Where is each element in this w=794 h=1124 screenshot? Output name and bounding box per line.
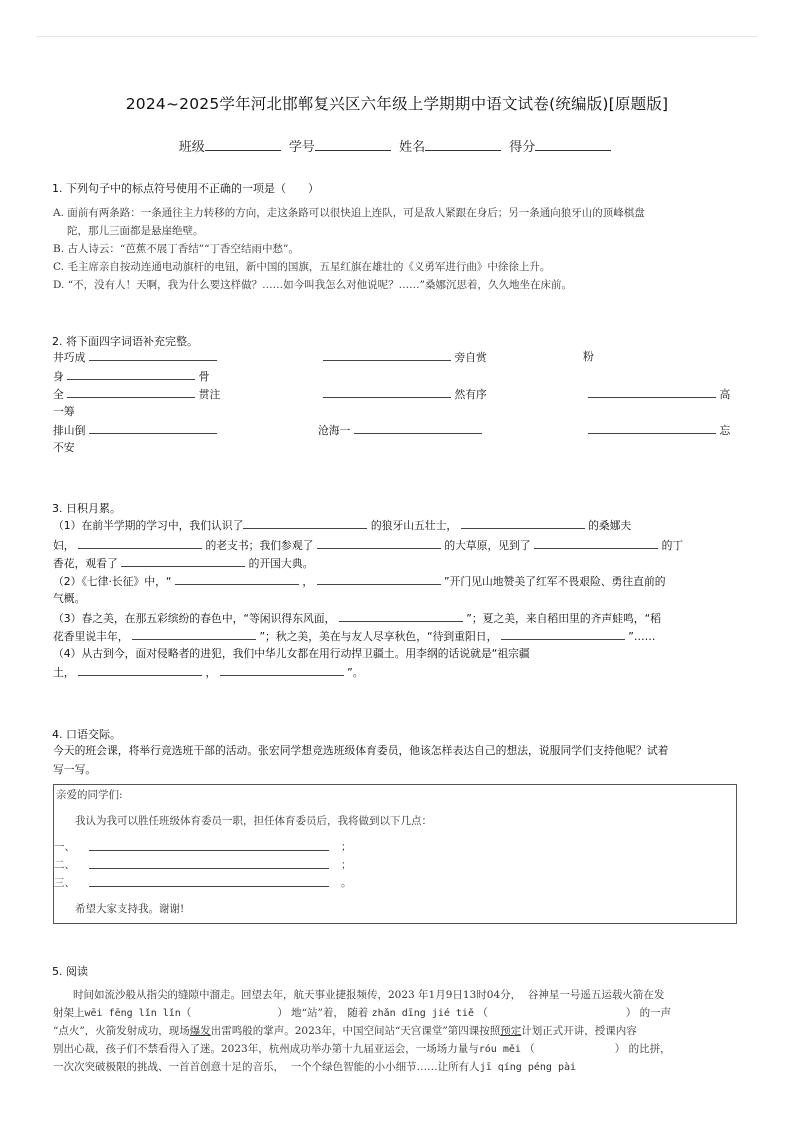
- q3-blank[interactable]: [339, 611, 463, 622]
- greeting: 亲爱的同学们:: [56, 789, 123, 801]
- q2-blank[interactable]: [67, 387, 195, 398]
- q2-blank[interactable]: [89, 423, 217, 434]
- q3-blank[interactable]: [78, 665, 202, 676]
- passage-line: “点火”，火箭发射成功，现场爆发出雷鸣般的掌声。2023年，中国空间站“天宫课堂”第四课按照预定计划正式开讲，授课内容: [53, 1025, 637, 1037]
- passage-line: 时间如流沙般从指尖的缝隙中溜走。回望去年，航天事业捷报频传，2023 年1月9日13时04分， 谷神星一号遥五运载火箭在发: [73, 989, 665, 1001]
- class-blank[interactable]: [205, 140, 281, 151]
- q3-line: 土， ， ”。: [53, 666, 364, 679]
- q3-line: 妇， 的老支书；我们参观了 的大草原，见到了 的丁: [53, 539, 684, 552]
- q2-blank[interactable]: [588, 387, 716, 398]
- q2-blank[interactable]: [323, 387, 451, 398]
- q3-line: 气概。: [53, 592, 86, 605]
- intro-line: 我认为我可以胜任班级体育委员一职，担任体育委员后，我将做到以下几点：: [75, 815, 432, 827]
- q1-option-b[interactable]: B. 古人诗云：“芭蕉不展丁香结”“丁香空结雨中愁”。: [53, 243, 299, 255]
- q1-option-d[interactable]: D. “不，没有人！天啊，我为什么要这样做？……如今叫我怎么对他说呢？……”桑娜沉思着，久久地坐在床前。: [53, 279, 572, 291]
- q4-title: 4. 口语交际。: [52, 728, 121, 741]
- q3-blank[interactable]: [78, 538, 202, 549]
- q3-line: （1）在前半学期的学习中，我们认识了 的狼牙山五壮士， 的桑娜夫: [53, 519, 632, 532]
- point-three-blank[interactable]: [89, 876, 329, 887]
- q3-blank[interactable]: [220, 665, 344, 676]
- passage-line: 射架上wēi fēng lǐn lǐn（ ） 地“站”着， 随着 zhǎn dīng jié tiě （ ） 的一声: [53, 1007, 672, 1019]
- header-rule: [36, 36, 758, 37]
- q2-word: 旁自赏: [323, 350, 487, 365]
- student-info-line: [0, 136, 794, 155]
- q2-word: 一筹: [53, 405, 75, 418]
- q2-blank[interactable]: [323, 350, 451, 361]
- passage-line: 别出心裁，孩子们不禁看得入了迷。2023年，杭州成功举办第十九届亚运会，一场场力量与róu měi （ ） 的比拼，: [53, 1043, 671, 1055]
- q2-blank[interactable]: [354, 423, 482, 434]
- q2-title: 2. 将下面四字词语补充完整。: [52, 335, 198, 348]
- pinyin: zhǎn dīng jié tiě: [371, 1008, 474, 1019]
- q3-blank[interactable]: [534, 538, 658, 549]
- passage-line: 一次次突破极限的挑战、一首首创意十足的音乐， 一个个绿色智能的小小细节……让所有人jī qíng péng pài: [53, 1061, 577, 1073]
- speech-answer-box[interactable]: [53, 784, 737, 924]
- q2-blank[interactable]: [588, 423, 716, 434]
- point-three-end: 。: [341, 877, 352, 889]
- q3-title: 3. 日积月累。: [52, 502, 121, 515]
- q2-word: 身 骨: [53, 370, 210, 383]
- id-label: 学号: [288, 140, 315, 155]
- point-one-end: ；: [341, 841, 352, 853]
- q3-line: （3）春之美，在那五彩缤纷的春色中，“等闲识得东风面， ”；夏之美，来自稻田里的齐声蛙鸣，“稻: [53, 612, 661, 625]
- point-two-end: ；: [341, 859, 352, 871]
- id-blank[interactable]: [315, 140, 391, 151]
- q2-blank[interactable]: [67, 369, 195, 380]
- q1-option-c[interactable]: C. 毛主席亲自按动连通电动旗杆的电钮，新中国的国旗，五星红旗在雄壮的《义勇军进行曲》中徐徐上升。: [53, 261, 551, 273]
- q3-blank[interactable]: [175, 574, 299, 585]
- q3-blank[interactable]: [132, 629, 256, 640]
- q1-option-a-cont: 陀，那儿三面都是悬崖绝壁。: [67, 225, 204, 237]
- q4-prompt-cont: 写一写。: [53, 763, 97, 776]
- q3-line: 香花，观看了 的开国大典。: [53, 557, 314, 570]
- q2-blank[interactable]: [89, 350, 217, 361]
- score-label: 得分: [509, 140, 536, 155]
- name-label: 姓名: [399, 140, 426, 155]
- pinyin: róu měi: [478, 1044, 521, 1055]
- q3-blank[interactable]: [121, 556, 245, 567]
- q2-word: 高: [588, 387, 730, 402]
- closing-line: 希望大家支持我。谢谢!: [75, 903, 185, 915]
- score-blank[interactable]: [535, 140, 611, 151]
- q2-word: 沧海一: [318, 423, 482, 438]
- q2-word: 全 贯注: [53, 388, 221, 401]
- point-three: 三、: [54, 877, 75, 889]
- point-one: 一、: [54, 841, 75, 853]
- point-one-blank[interactable]: [89, 840, 329, 851]
- pinyin: jī qíng péng pài: [479, 1062, 577, 1073]
- q3-blank[interactable]: [501, 629, 625, 640]
- q3-blank[interactable]: [317, 538, 441, 549]
- q2-word: 不安: [53, 441, 75, 454]
- q3-blank[interactable]: [461, 518, 585, 529]
- q3-line: 花香里说丰年， ”；秋之美，美在与友人尽享秋色，“待到重阳日， ”……: [53, 630, 656, 643]
- pinyin: wēi fēng lǐn lǐn: [84, 1008, 181, 1019]
- q3-blank[interactable]: [317, 574, 441, 585]
- point-two: 二、: [54, 859, 75, 871]
- q3-blank[interactable]: [243, 518, 367, 529]
- q3-line: （2）《七律·长征》中，“ ， ”开门见山地赞美了红军不畏艰险、勇往直前的: [53, 575, 666, 588]
- name-blank[interactable]: [425, 140, 501, 151]
- q2-word: 然有序: [323, 387, 487, 402]
- class-label: 班级: [178, 140, 205, 155]
- q1-option-a[interactable]: A. 面前有两条路：一条通往主力转移的方向，走这条路可以很快追上连队，可是敌人紧跟在身后；另一条通向狼牙山的顶峰棋盘: [53, 207, 645, 219]
- q2-word: 忘: [588, 423, 730, 438]
- q5-title: 5. 阅读: [52, 965, 88, 978]
- q2-word: 井巧成: [53, 350, 217, 365]
- q1-title: 1. 下列句子中的标点符号使用不正确的一项是（ ）: [52, 182, 319, 195]
- q2-word: 粉: [583, 350, 594, 363]
- page-title: 2024~2025学年河北邯郸复兴区六年级上学期期中语文试卷(统编版)[原题版]: [125, 95, 669, 113]
- point-two-blank[interactable]: [89, 858, 329, 869]
- q3-line: （4）从古到今，面对侵略者的进犯，我们中华儿女都在用行动捍卫疆土。用李纲的话说就是“祖宗疆: [53, 647, 530, 660]
- q2-word: 排山倒: [53, 423, 217, 438]
- q4-prompt: 今天的班会课，将举行竞选班干部的活动。张宏同学想竞选班级体育委员，他该怎样表达自己的想法，说服同学们支持他呢？试着: [53, 744, 669, 757]
